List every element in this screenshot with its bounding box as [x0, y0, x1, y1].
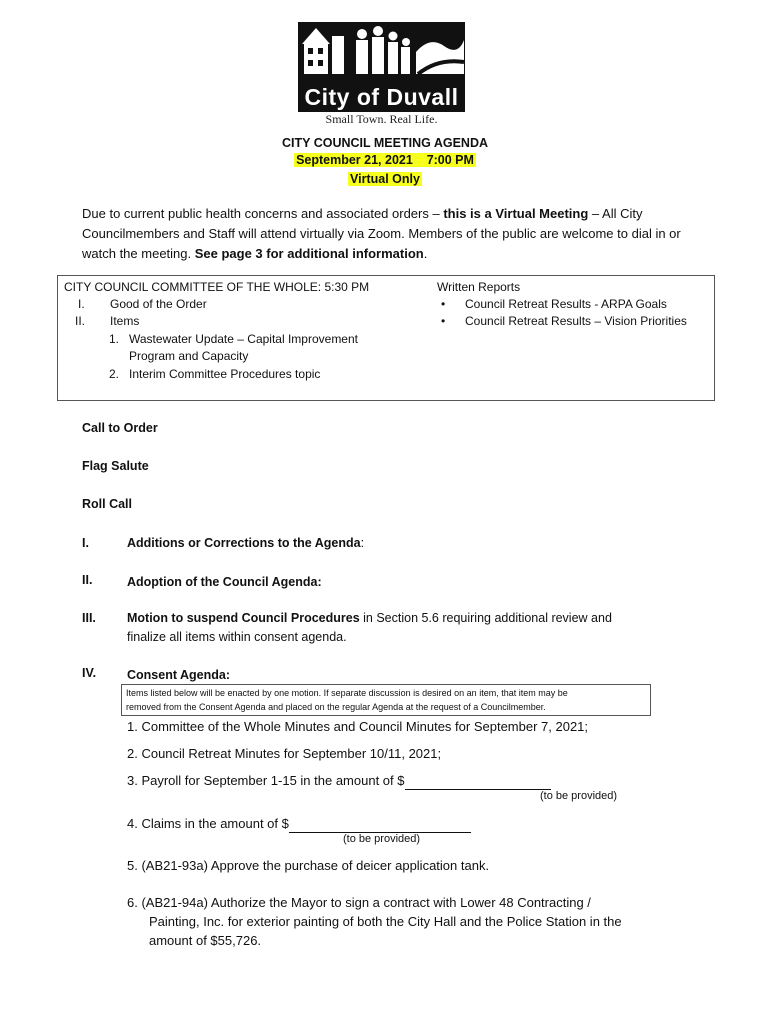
agenda-item-num: I. — [82, 536, 89, 550]
consent-note — [121, 684, 651, 716]
committee-subitem: Wastewater Update – Capital Improvement — [129, 332, 358, 346]
consent-item-3-text: 3. Payroll for September 1-15 in the amount of $ — [127, 773, 405, 788]
claims-note: (to be provided) — [343, 833, 421, 845]
intro-paragraph — [82, 204, 702, 264]
agenda-item-label: Additions or Corrections to the Agenda — [127, 536, 361, 550]
consent-note-line: Items listed below will be enacted by one motion. If separate discussion is desired on an item, that item may be — [126, 688, 568, 698]
committee-subitem-num: 2. — [109, 367, 120, 381]
committee-item-num: I. — [78, 297, 85, 311]
consent-item-4-text: 4. Claims in the amount of $ — [127, 816, 289, 831]
agenda-item-tail: : — [360, 536, 365, 550]
agenda-item-ii: Adoption of the Council Agenda: — [127, 575, 322, 589]
committee-subitem-num: 1. — [109, 332, 120, 346]
agenda-item-num: III. — [82, 611, 96, 625]
consent-item-1: 1. Committee of the Whole Minutes and Council Minutes for September 7, 2021; — [127, 719, 589, 734]
committee-box — [57, 275, 715, 401]
report-item: Council Retreat Results – Vision Priorities — [465, 314, 687, 328]
agenda-item-line2: finalize all items within consent agenda. — [127, 630, 347, 644]
consent-note-line: removed from the Consent Agenda and placed on the regular Agenda at the request of a Councilmember. — [126, 702, 546, 712]
report-item: Council Retreat Results - ARPA Goals — [465, 297, 667, 311]
intro-bold-1: this is a Virtual Meeting — [443, 206, 589, 221]
intro-text-2: – All City Councilmembers and Staff will attend virtually via Zoom. Members of the public are welcome to dial in or watch the meeting. — [82, 206, 681, 261]
consent-item-4 — [127, 814, 471, 833]
committee-item: Good of the Order — [110, 297, 207, 311]
flag-salute: Flag Salute — [82, 459, 149, 473]
agenda-item-iii — [127, 609, 707, 647]
committee-item-num: II. — [75, 314, 86, 328]
agenda-date: September 21, 2021 7:00 PM — [296, 153, 474, 167]
intro-text-1: Due to current public health concerns and associated orders – — [82, 206, 444, 221]
consent-item-6-line3: amount of $55,726. — [149, 933, 262, 948]
consent-item-2: 2. Council Retreat Minutes for September 10/11, 2021; — [127, 746, 442, 761]
agenda-item-iv: Consent Agenda: — [127, 668, 231, 682]
consent-item-5: 5. (AB21-93a) Approve the purchase of deicer application tank. — [127, 858, 490, 873]
logo-illustration-icon — [298, 22, 465, 84]
call-to-order: Call to Order — [82, 421, 158, 435]
agenda-item-i — [127, 534, 364, 553]
payroll-note: (to be provided) — [540, 790, 618, 802]
agenda-item-num: II. — [82, 573, 93, 587]
agenda-title: CITY COUNCIL MEETING AGENDA — [281, 136, 489, 150]
agenda-mode: Virtual Only — [350, 172, 420, 186]
agenda-date-row — [0, 153, 770, 167]
committee-item: Items — [110, 314, 140, 328]
reports-heading: Written Reports — [437, 280, 521, 294]
bullet-icon: • — [441, 314, 446, 328]
committee-heading: CITY COUNCIL COMMITTEE OF THE WHOLE: 5:30 PM — [64, 280, 370, 294]
consent-item-3 — [127, 771, 551, 790]
intro-text-3: . — [423, 246, 428, 261]
agenda-item-num: IV. — [82, 666, 97, 680]
agenda-item-rest: in Section 5.6 requiring additional review and — [359, 611, 612, 625]
committee-subitem: Interim Committee Procedures topic — [129, 367, 321, 381]
intro-bold-2: See page 3 for additional information — [194, 246, 424, 261]
claims-amount-blank — [289, 818, 471, 833]
payroll-amount-blank — [405, 775, 551, 790]
bullet-icon: • — [441, 297, 446, 311]
consent-item-6: 6. (AB21-94a) Authorize the Mayor to sign a contract with Lower 48 Contracting / — [127, 895, 591, 910]
agenda-mode-row — [0, 172, 770, 186]
logo-city-name: City of Duvall — [304, 84, 459, 110]
logo-tagline: Small Town. Real Life. — [325, 112, 438, 126]
consent-item-6-line2: Painting, Inc. for exterior painting of both the City Hall and the Police Station in the — [149, 914, 622, 929]
committee-subitem-cont: Program and Capacity — [129, 349, 249, 363]
agenda-item-label: Motion to suspend Council Procedures — [127, 611, 360, 625]
roll-call: Roll Call — [82, 497, 133, 511]
